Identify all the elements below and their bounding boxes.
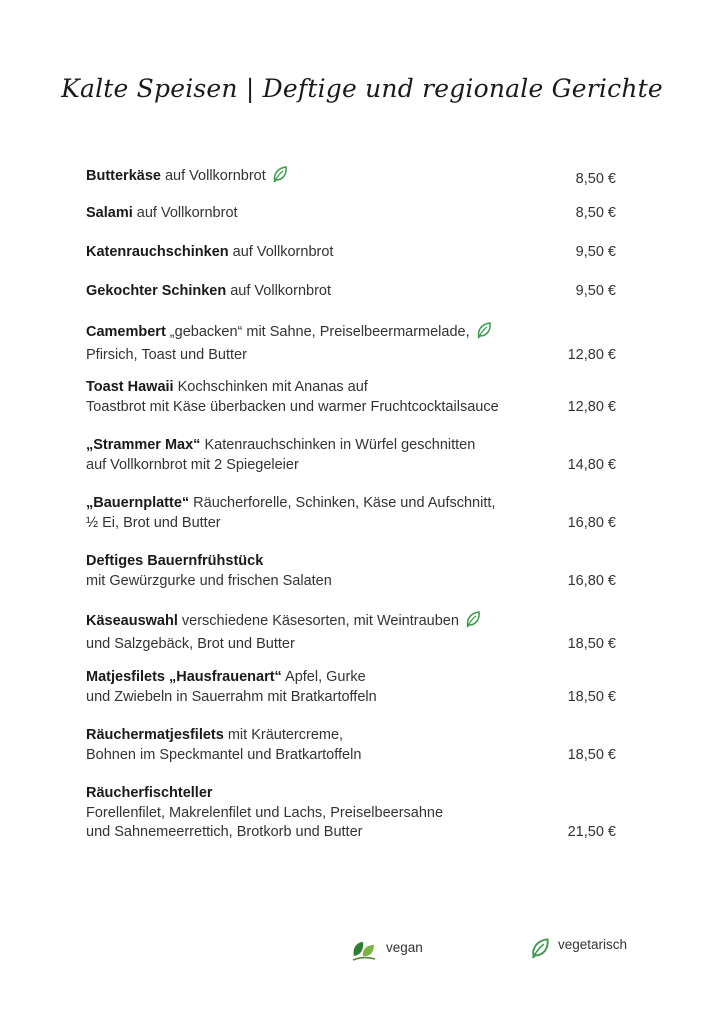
legend-vegetarian-label: vegetarisch	[558, 937, 628, 952]
item-name: „Strammer Max“	[86, 437, 201, 453]
item-name: „Bauernplatte“	[86, 495, 190, 511]
item-description-line2: Toastbrot mit Käse überbacken und warmer Fruchtcocktailsauce	[86, 398, 499, 415]
item-description: verschiedene Käsesorten, mit Weintrauben	[177, 613, 459, 629]
item-description-line2: mit Gewürzgurke und frischen Salaten	[86, 572, 332, 589]
item-description: Katenrauchschinken in Würfel geschnitten	[200, 437, 476, 453]
item-price: 12,80 €	[567, 398, 616, 415]
menu-item	[86, 282, 616, 302]
item-name: Gekochter Schinken	[86, 283, 227, 299]
menu-item	[86, 610, 616, 654]
item-description: auf Vollkornbrot	[228, 244, 334, 260]
item-description: Kochschinken mit Ananas auf	[173, 379, 368, 395]
vegetarian-leaf-icon	[465, 610, 481, 635]
item-description: „gebacken“ mit Sahne, Preiselbeermarmelade,	[165, 324, 470, 340]
item-description-line2: Pfirsich, Toast und Butter	[86, 346, 247, 363]
item-price: 9,50 €	[575, 283, 616, 299]
vegetarian-leaf-icon	[530, 943, 550, 958]
item-description-line2: und Salzgebäck, Brot und Butter	[86, 635, 295, 652]
item-description: Räucherforelle, Schinken, Käse und Aufschnitt,	[189, 495, 496, 511]
item-description-line2: Forellenfilet, Makrelenfilet und Lachs, Preiselbeersahne	[86, 804, 444, 821]
item-description-line2: und Zwiebeln in Sauerrahm mit Bratkartoffeln	[86, 688, 377, 705]
item-name: Käseauswahl	[86, 613, 178, 629]
item-name: Räuchermatjesfilets	[86, 727, 224, 743]
item-description: auf Vollkornbrot	[160, 168, 266, 184]
item-price: 8,50 €	[575, 171, 616, 187]
menu-item	[86, 436, 616, 475]
item-description-line2: ½ Ei, Brot und Butter	[86, 514, 221, 531]
menu-item	[86, 726, 616, 765]
item-name: Toast Hawaii	[86, 379, 174, 395]
item-price: 16,80 €	[567, 514, 616, 531]
item-name: Matjesfilets „Hausfrauenart“	[86, 669, 282, 685]
item-price: 8,50 €	[575, 205, 616, 221]
menu-item	[86, 668, 616, 707]
item-description: Apfel, Gurke	[281, 669, 366, 685]
item-description-line2: Bohnen im Speckmantel und Bratkartoffeln	[86, 746, 362, 763]
legend-vegan	[350, 936, 423, 964]
item-price: 21,50 €	[567, 824, 616, 840]
item-description: auf Vollkornbrot	[132, 205, 238, 221]
vegetarian-leaf-icon	[272, 165, 288, 190]
item-price: 14,80 €	[567, 456, 616, 473]
item-price: 18,50 €	[567, 688, 616, 705]
menu-item	[86, 243, 616, 263]
item-description-line3: und Sahnemeerrettich, Brotkorb und Butter	[86, 824, 363, 840]
item-price: 12,80 €	[567, 346, 616, 363]
vegan-leaves-icon	[350, 946, 378, 961]
menu-item	[86, 784, 616, 843]
item-name: Räucherfischteller	[86, 785, 213, 801]
item-description: mit Kräutercreme,	[223, 727, 344, 743]
menu-item	[86, 378, 616, 417]
vegetarian-leaf-icon	[476, 321, 492, 346]
menu-item	[86, 494, 616, 533]
item-description: auf Vollkornbrot	[226, 283, 332, 299]
item-name: Camembert	[86, 324, 166, 340]
legend-vegan-label: vegan	[386, 940, 423, 955]
item-price: 18,50 €	[567, 746, 616, 763]
item-description-line2: auf Vollkornbrot mit 2 Spiegeleier	[86, 456, 299, 473]
menu-item	[86, 204, 616, 224]
menu-item	[86, 321, 616, 365]
menu-item	[86, 552, 616, 591]
page-title: Kalte Speisen | Deftige und regionale Gerichte	[61, 74, 663, 103]
item-name: Katenrauchschinken	[86, 244, 229, 260]
item-name: Deftiges Bauernfrühstück	[86, 553, 264, 569]
item-name: Salami	[86, 205, 133, 221]
item-price: 18,50 €	[567, 635, 616, 652]
legend-vegetarian	[530, 936, 627, 960]
item-name: Butterkäse	[86, 168, 161, 184]
item-price: 9,50 €	[575, 244, 616, 260]
menu-item	[86, 165, 616, 190]
item-price: 16,80 €	[567, 572, 616, 589]
